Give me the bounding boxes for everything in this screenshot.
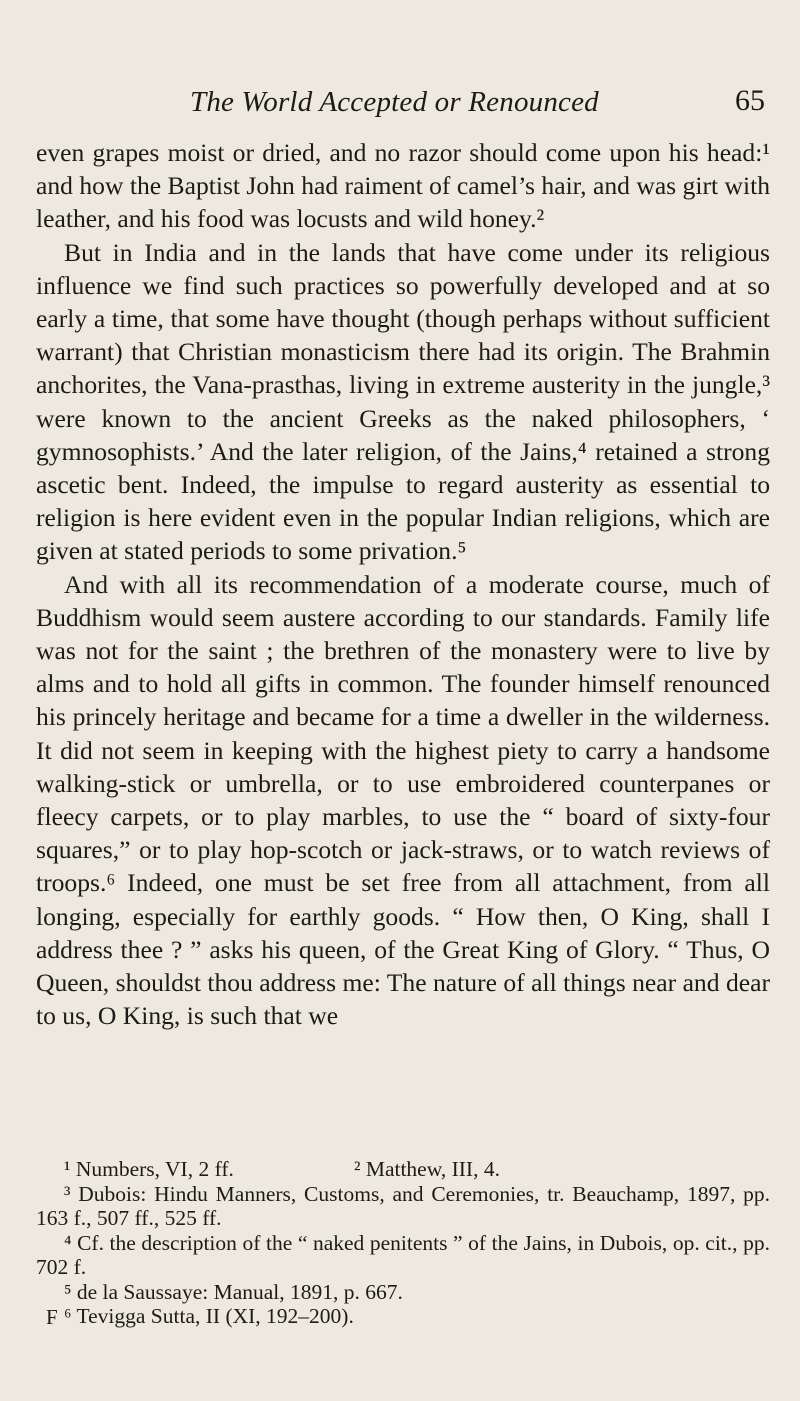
footnote-5: ⁵ de la Saussaye: Manual, 1891, p. 667. [64,1279,403,1304]
running-title: The World Accepted or Renounced [190,86,599,118]
footnote-1: ¹ Numbers, VI, 2 ff. [64,1157,234,1181]
paragraph-3: And with all its recommendation of a moderate course, much of Buddhism would seem austere according to our standards. Family life was not for the saint ; the brethren of the monastery were to live by alms and to hold all gifts in common. The founder himself renounced his princely heritage and became for a time a dweller in the wilderness. It did not seem in keeping with the highest piety to carry a handsome walking-stick or umbrella, or to use embroidered counterpanes or fleecy carpets, or to play marbles, to use the “ board of sixty-four squares,” or to play hop-scotch or jack-straws, or to watch reviews of troops.⁶ Indeed, one must be set free from all attachment, from all longing, especially for earthly goods. “ How then, O King, shall I address thee ? ” asks his queen, of the Great King of Glory. “ Thus, O Queen, shouldst thou address me: The nature of all things near and dear to us, O King, is such that we [36,569,770,1031]
paragraph-2: But in India and in the lands that have come under its religious influence we find such practices so powerfully developed and at so early a time, that some have thought (though perhaps without sufficient warrant) that Christian monasticism there had its origin. The Brahmin anchorites, the Vana-prasthas, living in extreme austerity in the jungle,³ were known to the ancient Greeks as the naked philosophers, ‘ gymnosophists.’ And the later religion, of the Jains,⁴ retained a strong ascetic bent. Indeed, the impulse to regard austerity as essential to religion is here evident even in the popular Indian religions, which are given at stated periods to some privation.⁵ [36,237,770,566]
footnote-4: ⁴ Cf. the description of the “ naked penitents ” of the Jains, in Dubois, op. cit., pp. 702 f. [36,1230,770,1279]
signature-mark: F [46,1305,58,1329]
footnote-3: ³ Dubois: Hindu Manners, Customs, and Ceremonies, tr. Beauchamp, 1897, pp. 163 f., 507 ff., 525 ff. [36,1181,770,1230]
body-text [36,136,770,1032]
footnotes [36,1157,770,1329]
footnote-2: ² Matthew, III, 4. [354,1157,500,1181]
footnote-row [36,1157,770,1182]
footnote-6: ⁶ Tevigga Sutta, II (XI, 192–200). [64,1304,354,1328]
page-number: 65 [735,84,765,117]
paragraph-1: even grapes moist or dried, and no razor should come upon his head:¹ and how the Baptist John had raiment of camel’s hair, and was girt with leather, and his food was locusts and wild honey.² [36,138,770,234]
